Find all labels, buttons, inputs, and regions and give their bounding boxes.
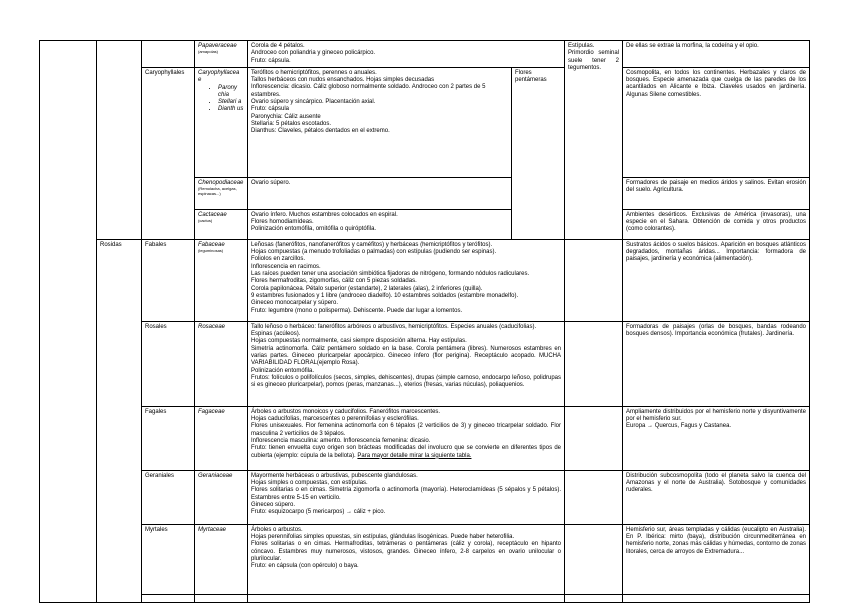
cell-description: Terófitos o hemicriptófitos, perennes o anuales. Tallos herbáceos con nudos ensanchados. Hojas simples decusadas Inflorescencia: dicasio. Cáliz globoso normalmente soldado. Androceo con 2 partes de 5 estambres. Ovario súpero y sincárpico. Placentación axial. Fruto: cápsula Paronychia: Cáliz ausente Stellaria: 5 pétalos escotados. Dianthus: Claveles, pétalos dentados en el extremo. — [248, 67, 512, 177]
cell-notes: Hemisferio sur, áreas templadas y cálidas (eucalipto en Australia). En P. Ibérica: mirto (baya), distribución circunmediterránea en hemisferio norte, zonas más cálidas y húmedas, contorno de zonas litorales, cerca de arroyos de Extremadura... — [623, 524, 810, 594]
cell-order: Fagales — [142, 406, 195, 470]
cell-group — [97, 41, 142, 240]
family-name: Myrtaceae — [198, 526, 227, 533]
cell-description: Leñosas (fanerófitos, nanofanerófitos y caméfitos) y herbáceas (hemicriptófitos y terófitos). Hojas compuestas (a menudo trofoliadas o palmadas) con estípulas (pudiendo ser espinas). Foliolos en zarcillos. Inflorescencia en racimos. Las raíces pueden tener una asociación simbiótica fijadoras de nitrógeno, formando nódulos radiculares. Flores hermafroditas, zigomorfas, cáliz con 5 piezas soldadas. Corola papilonácea. Pétalo superior (estandarte), 2 laterales (alas), 2 inferiores (quilla). 9 estambres fusionados y 1 libre (androceo diadelfo). 10 estambres soldados (estambre monadelfo). Gineceo monocarpelar y súpero. Fruto: legumbre (mono o polisperma). Dehiscente. Puede dar lugar a lomentos. — [248, 239, 565, 321]
cell-family — [195, 321, 248, 406]
list-item: • Stellari a — [218, 99, 244, 106]
family-name: Fabaceae — [198, 241, 225, 248]
family-name: Papaveraceae — [198, 43, 237, 49]
cell-shared-features: Flores pentámeras — [512, 67, 565, 239]
table-row-empty — [40, 594, 810, 602]
family-note: (leguminosas) — [198, 248, 224, 254]
cell-order: Caryophyllales — [142, 67, 195, 239]
cell-shared-class: Estípulas. Primordio seminal suele tener 2 tegumentos. — [565, 41, 623, 240]
cell-order: Geraniales — [142, 470, 195, 524]
cell-group: Rosidas — [97, 239, 142, 602]
cell-description: Corola de 4 pétalos. Androceo con poliandria y gineceo policárpico. Fruto: cápsula. — [248, 41, 565, 68]
cell-description: Mayormente herbáceas o arbustivas, pubescente glandulosas. Hojas simples o compuestas, con estípulas. Flores solitarias o en cimas. Simetría zigomorfa o actinomorfa (mayoría). Heteroclamídeas (5 sépalos y 5 pétalos). Estambres entre 5-15 en verticilo. Gineceo súpero. Fruto: esquizocarpo (5 mericarpos) → cáliz + pico. — [248, 470, 565, 524]
botany-table — [39, 40, 810, 603]
family-note: (amapolas) — [198, 49, 219, 55]
cell-notes: Ampliamente distribuidos por el hemisferio norte y disyuntivamente por el hemisferio sur. Europa → Quercus, Fagus y Castanea. — [623, 406, 810, 470]
cell-family — [195, 67, 248, 177]
cell-notes: De ellas se extrae la morfina, la codeína y el opio. — [623, 41, 810, 68]
cell-family — [195, 239, 248, 321]
family-note: (cactus) — [198, 218, 213, 224]
cell-description: Ovario súpero. — [248, 177, 512, 209]
cell-shared-class — [565, 406, 623, 470]
table-row-rosaceae — [40, 321, 810, 406]
cell-notes: Distribución subcosmopolita (todo el planeta salvo la cuenca del Amazonas y el norte de Australia). Sotobosque y comunidades ruderales. — [623, 470, 810, 524]
cell-description: Árboles o arbustos monoicos y caducifolios. Fanerófitos marcescentes. Hojas caducifolias, marcescentes o perennifolias y esclerófilas. Flores unisexuales. Flor femenina actinomorfa con 6 tépalos (2 verticilios de 3) y gineceo tricarpelar soldado. Flor masculina 2 verticilios de 3 tépalos. Inflorescencia masculina: amento. Inflorescencia femenina: dicasio. Fruto: tienen envuelta cuyo origen son brácteas modificadas del involucro que se convierte en diferentes tipos de cubierta (ejemplo: cúpula de la bellota). Para mayor detalle mirar la siguiente tabla. — [248, 406, 565, 470]
cell-family — [195, 524, 248, 594]
family-name: Cactaceae — [198, 211, 227, 218]
table-row-myrtaceae — [40, 524, 810, 594]
cell-description: Árboles o arbustos. Hojas perennifolias simples opuestas, sin estípulas, glándulas lisogénicas. Puede haber heterofilia. Flores solitarias o en cimas. Hermafroditas, tetrámeras o pentámeras (cáliz y corola), receptáculo en hipanto cóncavo. Estambres muy numerosos, vistosos, grandes. Gineceo ínfero, 2-8 carpelos en ovario unilocular o plurilocular. Fruto: en cápsula (con opérculo) o baya. — [248, 524, 565, 594]
family-name: Chenopodiaceae — [198, 179, 244, 186]
cell-order — [142, 41, 195, 68]
list-item: • Dianth us — [218, 106, 244, 113]
table-row-geraniaceae — [40, 470, 810, 524]
table-row-fagaceae — [40, 406, 810, 470]
cell-notes: Formadoras de paisajes (orlas de bosques, bandas rodeando bosques densos). Importancia económica (frutales). Jardinería. — [623, 321, 810, 406]
cell-notes: Sustratos ácidos o suelos básicos. Aparición en bosques atlánticos degradados, montañas áridas... Importancia: formadora de paisajes, jardinería y económica (alimentación). — [623, 239, 810, 321]
cell-class — [40, 41, 97, 603]
cell-shared-class — [565, 321, 623, 406]
cell-shared-class — [565, 524, 623, 594]
family-name: Geraniaceae — [198, 472, 233, 479]
cell-description: Ovario ínfero. Muchos estambres colocados en espiral. Flores homodiamídeas. Polinización entomófila, ornitófila o quiróptófila. — [248, 209, 512, 239]
cell-family — [195, 41, 248, 68]
cell-order: Fabales — [142, 239, 195, 321]
detail-table-link[interactable]: Para mayor detalle mirar la siguiente tabla. — [357, 452, 472, 459]
table-row-papaveraceae — [40, 41, 810, 68]
family-note: (Remolacha, acelgas, espinacas...) — [198, 186, 237, 196]
cell-family — [195, 209, 248, 239]
cell-order: Myrtales — [142, 524, 195, 594]
family-name: Fagaceae — [198, 408, 225, 415]
cell-notes: Cosmopolita, en todos los continentes. Herbazales y claros de bosques. Especie amenazada que cuelga de las paredes de los acantilados en Alicante e Ibiza. Claveles usados en jardinería. Algunas Silene comestibles. — [623, 67, 810, 177]
cell-family — [195, 470, 248, 524]
subgenera-list — [198, 85, 244, 113]
cell-notes: Ambientes desérticos. Exclusivas de América (invasoras), una especie en el Sahara. Obtención de comida y otros productos (como colorantes). — [623, 209, 810, 239]
cell-description: Tallo leñoso o herbáceo: fanerófitos arbóreos o arbustivos, hemicriptófitos. Especies anuales (caducifolias). Espinas (acúleos). Hojas compuestas normalmente, casi siempre disposición alterna. Hay estípulas. Simetría actinomorfa. Cáliz pentámero soldado en la base. Corola pentámera (libres). Numerosos estambres en varias partes. Gineceo pluricarpelar apocárpico. Gineceo ínfero (flor perigina). Receptáculo acopado. MUCHA VARIABILIDAD FLORAL(ejemplo Rosa). Polinización entomófila. Frutos: folículos o polifolículos (secos, simples, dehiscentes), drupas (simple carnoso, endocarpo leñoso, polidrupas si es gineceo pluricarpelar), pomos (peras, manzanas...), eterios (fresas, varias núculas), poliaquenios. — [248, 321, 565, 406]
list-item: • Parony chia — [218, 85, 244, 99]
family-name: Caryophyllacea e — [198, 69, 240, 84]
cell-family — [195, 406, 248, 470]
cell-shared-class — [565, 470, 623, 524]
cell-notes: Formadores de paisaje en medios áridos y salinos. Evitan erosión del suelo. Agricultura. — [623, 177, 810, 209]
table-row-fabaceae — [40, 239, 810, 321]
cell-shared-class — [565, 239, 623, 321]
cell-family — [195, 177, 248, 209]
family-name: Rosaceae — [198, 323, 226, 330]
cell-order: Rosales — [142, 321, 195, 406]
table-row-caryophyllaceae — [40, 67, 810, 177]
